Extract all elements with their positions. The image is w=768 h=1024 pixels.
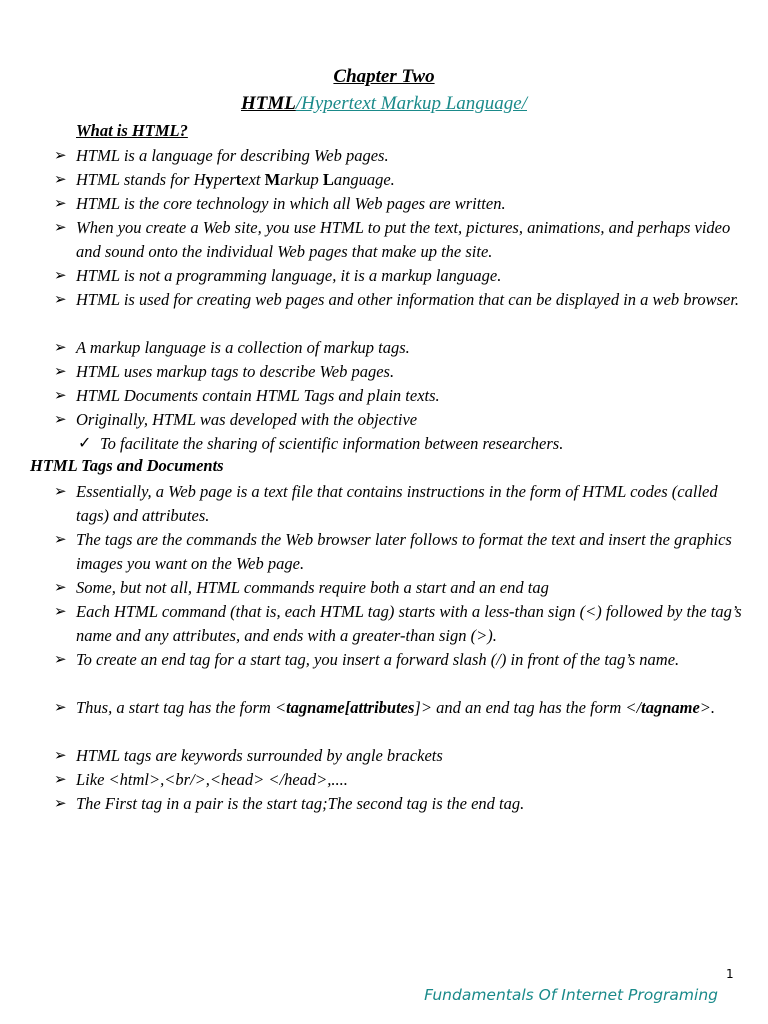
arrow-bullet-icon: ➢ bbox=[54, 268, 67, 284]
page-number: 1 bbox=[726, 967, 734, 981]
arrow-bullet-icon: ➢ bbox=[54, 700, 67, 716]
footer-text: Fundamentals Of Internet Programing bbox=[424, 986, 718, 1004]
list-item: ➢ Like <html>,<br/>,<head> </head>,.... bbox=[54, 768, 744, 792]
arrow-bullet-icon: ➢ bbox=[54, 532, 67, 548]
arrow-bullet-icon: ➢ bbox=[54, 772, 67, 788]
arrow-bullet-icon: ➢ bbox=[54, 604, 67, 620]
list-item: ➢ Originally, HTML was developed with the objective bbox=[54, 408, 744, 432]
arrow-bullet-icon: ➢ bbox=[54, 748, 67, 764]
chapter-subtitle bbox=[0, 93, 768, 115]
rich-bullet-tag-form: Thus, a start tag has the form <tagname[attributes]> and an end tag has the form </tagname>. bbox=[76, 698, 716, 717]
list-item: ➢ HTML is the core technology in which all Web pages are written. bbox=[54, 192, 744, 216]
list-item: ➢ HTML Documents contain HTML Tags and plain texts. bbox=[54, 384, 744, 408]
arrow-bullet-icon: ➢ bbox=[54, 148, 67, 164]
list-item: ➢ When you create a Web site, you use HTML to put the text, pictures, animations, and perhaps video and sound onto the individual Web pages that make up the site. bbox=[54, 218, 731, 261]
arrow-bullet-icon: ➢ bbox=[54, 796, 67, 812]
arrow-bullet-icon: ➢ bbox=[54, 172, 67, 188]
arrow-bullet-icon: ➢ bbox=[54, 364, 67, 380]
arrow-bullet-icon: ➢ bbox=[54, 412, 67, 428]
checkmark-icon: ✓ bbox=[78, 435, 92, 452]
rich-bullet-stands-for: HTML stands for Hypertext Markup Language. bbox=[76, 170, 395, 189]
list-item: ➢ HTML is not a programming language, it is a markup language. bbox=[54, 264, 744, 288]
list-item: ➢ Essentially, a Web page is a text file that contains instructions in the form of HTML codes (called tags) and attributes. bbox=[54, 482, 718, 525]
list-item: ➢ HTML is used for creating web pages and other information that can be displayed in a web browser. bbox=[54, 288, 744, 312]
arrow-bullet-icon: ➢ bbox=[54, 220, 67, 236]
arrow-bullet-icon: ➢ bbox=[54, 292, 67, 308]
list-item: ➢ The tags are the commands the Web browser later follows to format the text and insert the graphics images you want on the Web page. bbox=[54, 530, 732, 573]
list-item bbox=[54, 696, 744, 720]
arrow-bullet-icon: ➢ bbox=[54, 388, 67, 404]
list-item: ➢ HTML uses markup tags to describe Web pages. bbox=[54, 360, 744, 384]
list-item: ➢ HTML is a language for describing Web pages. bbox=[54, 144, 744, 168]
arrow-bullet-icon: ➢ bbox=[54, 340, 67, 356]
section-heading-tags-documents: HTML Tags and Documents bbox=[30, 456, 224, 475]
list-item: ➢ To create an end tag for a start tag, you insert a forward slash (/) in front of the tag’s name. bbox=[54, 648, 744, 672]
list-item bbox=[54, 168, 744, 192]
subtitle-link[interactable]: /Hypertext Markup Language/ bbox=[295, 93, 527, 114]
list-item: ➢ Some, but not all, HTML commands require both a start and an end tag bbox=[54, 576, 744, 600]
list-item: ➢ A markup language is a collection of markup tags. bbox=[54, 336, 744, 360]
arrow-bullet-icon: ➢ bbox=[54, 580, 67, 596]
arrow-bullet-icon: ➢ bbox=[54, 196, 67, 212]
section-heading-what-is-html: What is HTML? bbox=[76, 121, 188, 140]
arrow-bullet-icon: ➢ bbox=[54, 652, 67, 668]
chapter-title: Chapter Two bbox=[333, 66, 435, 87]
list-item: ➢ HTML tags are keywords surrounded by angle brackets bbox=[54, 744, 744, 768]
sub-list-item: ✓ To facilitate the sharing of scientific information between researchers. bbox=[78, 432, 738, 456]
subtitle-html: HTML bbox=[240, 93, 296, 114]
arrow-bullet-icon: ➢ bbox=[54, 484, 67, 500]
list-item: ➢ The First tag in a pair is the start tag;The second tag is the end tag. bbox=[54, 792, 744, 816]
list-item: ➢ Each HTML command (that is, each HTML tag) starts with a less-than sign (<) followed by the tag’s name and any attributes, and ends with a greater-than sign (>). bbox=[54, 602, 742, 645]
